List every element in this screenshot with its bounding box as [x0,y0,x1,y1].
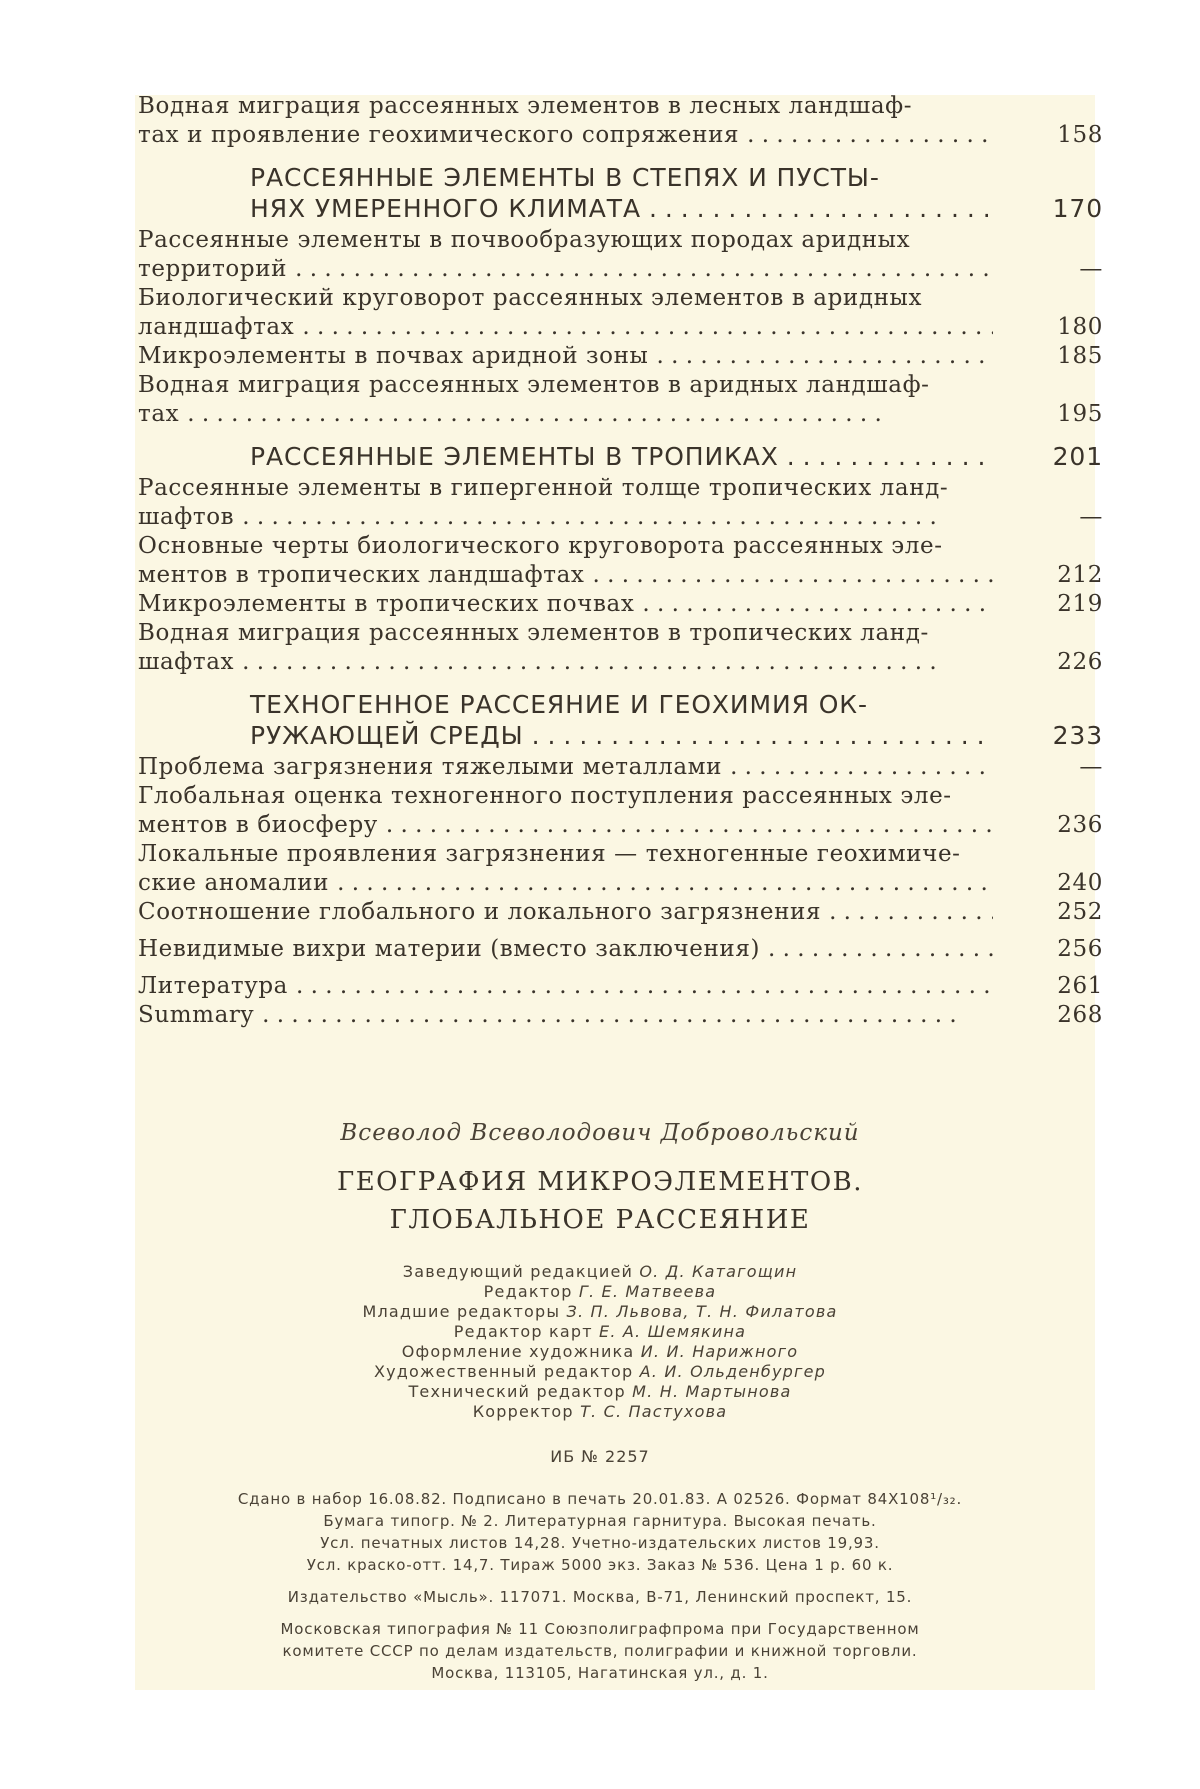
toc-chapter [138,689,1103,751]
toc-leader-dots [302,313,993,342]
toc-title-text: ландшафтах [138,314,295,340]
toc-page-number: 158 [1057,122,1103,148]
toc-title-line: Рассеянные элементы в почвообразующих породах аридных [138,227,911,253]
toc-page-number: 233 [1052,721,1103,750]
toc-title-last-line [138,503,993,532]
toc-entry-title [138,619,1103,677]
credit-name: О. Д. Катагощин [639,1262,798,1281]
toc-title-last-line [138,400,993,429]
toc-title-last-line [250,441,993,472]
credit-role: Художественный редактор [373,1362,634,1381]
toc-title-text: Литература [138,973,288,999]
toc-title-line: РАССЕЯННЫЕ ЭЛЕМЕНТЫ В СТЕПЯХ И ПУСТЫ- [250,163,880,192]
imprint-publisher [0,1586,1200,1608]
toc-entry [138,474,1103,532]
toc-title-text: ментов в тропических ландшафтах [138,562,585,588]
toc-entry-title [250,162,1103,224]
toc-title-text: ментов в биосферу [138,812,378,838]
credit-name: И. И. Нарижного [640,1342,799,1361]
toc-title-line: Водная миграция рассеянных элементов в аридных ландшаф- [138,372,930,398]
toc-page-number: 185 [1057,343,1103,369]
credit-line [0,1402,1200,1422]
author-name: Всеволод Всеволодович Добровольский [340,1120,860,1146]
toc-page-number: 252 [1057,899,1103,925]
toc-page-number: 261 [1057,973,1103,999]
toc-title-last-line [138,869,993,898]
toc-leader-dots [295,255,993,284]
toc-leader-dots [242,648,993,677]
book-title-line-2: ГЛОБАЛЬНОЕ РАССЕЯНИЕ [389,1205,811,1235]
toc-leader-dots [242,503,993,532]
toc-title-text: НЯХ УМЕРЕННОГО КЛИМАТА [250,194,641,223]
toc-page-number: 219 [1057,591,1103,617]
toc-entry-title [138,1001,1103,1030]
toc-leader-dots [296,972,993,1001]
toc-leader-dots [592,561,993,590]
toc-entry [138,782,1103,840]
toc-title-text: ские аномалии [138,870,330,896]
toc-title-last-line [250,193,993,224]
toc-leader-dots [262,1001,993,1030]
toc-title-text: Соотношение глобального и локального загрязнения [138,899,822,925]
credits-block [0,1262,1200,1422]
credit-line [0,1322,1200,1342]
credit-name: Т. С. Пастухова [580,1402,728,1421]
toc-leader-dots [730,753,993,782]
credit-name: М. Н. Мартынова [632,1382,792,1401]
toc-entry [138,972,1103,1001]
imprint-line: Бумага типогр. № 2. Литературная гарнитура. Высокая печать. [323,1512,877,1530]
toc-title-last-line [138,590,993,619]
toc-page-number: 226 [1057,649,1103,675]
toc-entry-title [138,532,1103,590]
toc-title-last-line [138,255,993,284]
toc-page-number: 240 [1057,870,1103,896]
toc-page-number: 170 [1052,194,1103,223]
toc-page-number: — [1079,504,1103,530]
toc-entry [138,284,1103,342]
credit-role: Оформление художника [401,1342,635,1361]
toc-gap [138,927,1103,935]
toc-entry-title [138,342,1103,371]
toc-entry-title [250,689,1103,751]
toc-entry-title [138,782,1103,840]
toc-title-text: шафтов [138,504,235,530]
imprint-line: комитете СССР по делам издательств, полиграфии и книжной торговли. [282,1642,918,1660]
credit-role: Технический редактор [408,1382,626,1401]
toc-title-last-line [138,561,993,590]
imprint-line: Сдано в набор 16.08.82. Подписано в печать 20.01.83. А 02526. Формат 84X108¹/₃₂. [237,1490,963,1508]
toc-leader-dots [187,400,993,429]
toc-page-number: 268 [1057,1002,1103,1028]
toc-entry [138,619,1103,677]
toc-entry-title [138,935,1103,964]
imprint-printer [0,1618,1200,1684]
toc-title-text: РУЖАЮЩЕЙ СРЕДЫ [250,721,524,750]
toc-title-line: Локальные проявления загрязнения — техногенные геохимиче- [138,841,961,867]
toc-title-text: Микроэлементы в тропических почвах [138,591,635,617]
toc-title-text: территорий [138,256,288,282]
toc-entry-title [138,92,1103,150]
toc-leader-dots [787,441,993,472]
toc-page-number: 236 [1057,812,1103,838]
toc-title-last-line [138,753,993,782]
toc-entry-title [138,284,1103,342]
credit-role: Младшие редакторы [362,1302,561,1321]
table-of-contents [138,92,1103,1030]
imprint-line: Усл. печатных листов 14,28. Учетно-издательских листов 19,93. [320,1534,880,1552]
credit-name: А. И. Ольденбургер [639,1362,827,1381]
toc-entry-title [138,753,1103,782]
toc-entry-title [138,474,1103,532]
toc-title-line: Биологический круговорот рассеянных элементов в аридных [138,285,923,311]
imprint-block [0,1488,1200,1694]
toc-entry [138,1001,1103,1030]
toc-entry [138,935,1103,964]
toc-page-number: 201 [1052,442,1103,471]
toc-title-last-line [138,313,993,342]
toc-title-last-line [138,898,993,927]
toc-title-line: Водная миграция рассеянных элементов в тропических ланд- [138,620,929,646]
toc-leader-dots [656,342,993,371]
toc-page-number: — [1079,256,1103,282]
credit-name: Е. А. Шемякина [599,1322,747,1341]
toc-title-text: РАССЕЯННЫЕ ЭЛЕМЕНТЫ В ТРОПИКАХ [250,442,779,471]
toc-entry-title [138,590,1103,619]
toc-leader-dots [337,869,993,898]
toc-entry-title [138,972,1103,1001]
toc-title-line: Водная миграция рассеянных элементов в лесных ландшаф- [138,93,913,119]
toc-title-last-line [138,1001,993,1030]
credit-role: Редактор [483,1282,573,1301]
toc-leader-dots [768,935,993,964]
toc-entry [138,753,1103,782]
toc-title-line: ТЕХНОГЕННОЕ РАССЕЯНИЕ И ГЕОХИМИЯ ОК- [250,690,868,719]
toc-page-number: 212 [1057,562,1103,588]
toc-leader-dots [747,121,993,150]
toc-title-text: Микроэлементы в почвах аридной зоны [138,343,649,369]
imprint-line: Московская типография № 11 Союзполиграфпрома при Государственном [280,1620,920,1638]
toc-title-text: шафтах [138,649,235,675]
toc-leader-dots [532,720,993,751]
toc-entry-title [250,441,1103,472]
toc-title-text: тах и проявление геохимического сопряжения [138,122,740,148]
imprint-line: Москва, 113105, Нагатинская ул., д. 1. [431,1664,769,1682]
toc-leader-dots [386,811,993,840]
credit-line [0,1302,1200,1322]
toc-title-text: Невидимые вихри материи (вместо заключения) [138,936,761,962]
toc-entry [138,371,1103,429]
toc-entry-title [138,840,1103,898]
toc-title-last-line [138,342,993,371]
toc-chapter [138,441,1103,472]
toc-page-number: 180 [1057,314,1103,340]
toc-entry [138,840,1103,898]
toc-entry [138,226,1103,284]
toc-title-line: Рассеянные элементы в гипергенной толще тропических ланд- [138,475,949,501]
toc-page-number: — [1079,754,1103,780]
toc-title-last-line [250,720,993,751]
credit-line [0,1382,1200,1402]
imprint-production [0,1488,1200,1576]
imprint-line: Издательство «Мысль». 117071. Москва, В-71, Ленинский проспект, 15. [287,1588,913,1606]
toc-page-number: 256 [1057,936,1103,962]
credit-name: Г. Е. Матвеева [578,1282,717,1301]
credit-line [0,1342,1200,1362]
toc-gap [138,964,1103,972]
toc-leader-dots [642,590,993,619]
toc-title-last-line [138,648,993,677]
toc-title-text: Summary [138,1002,255,1028]
credit-line [0,1262,1200,1282]
toc-entry-title [138,371,1103,429]
toc-page-number: 195 [1057,401,1103,427]
toc-entry [138,898,1103,927]
toc-title-last-line [138,121,993,150]
book-title [0,1163,1200,1239]
imprint-line: Усл. краско-отт. 14,7. Тираж 5000 экз. Заказ № 536. Цена 1 р. 60 к. [306,1556,894,1574]
toc-title-line: Основные черты биологического круговорота рассеянных эле- [138,533,943,559]
credit-role: Редактор карт [453,1322,593,1341]
toc-entry-title [138,898,1103,927]
toc-title-line: Глобальная оценка техногенного поступления рассеянных эле- [138,783,952,809]
toc-title-last-line [138,811,993,840]
credit-line [0,1362,1200,1382]
credit-role: Корректор [472,1402,574,1421]
ib-number: ИБ № 2257 [550,1447,650,1466]
toc-entry [138,590,1103,619]
toc-entry [138,342,1103,371]
toc-title-text: тах [138,401,180,427]
credit-line [0,1282,1200,1302]
credit-role: Заведующий редакцией [402,1262,634,1281]
toc-leader-dots [649,193,993,224]
toc-chapter [138,162,1103,224]
credit-name: З. П. Львова, Т. Н. Филатова [566,1302,838,1321]
book-title-line-1: ГЕОГРАФИЯ МИКРОЭЛЕМЕНТОВ. [336,1167,864,1197]
toc-entry [138,92,1103,150]
toc-title-last-line [138,935,993,964]
toc-title-text: Проблема загрязнения тяжелыми металлами [138,754,723,780]
toc-leader-dots [829,898,993,927]
toc-title-last-line [138,972,993,1001]
toc-entry [138,532,1103,590]
toc-entry-title [138,226,1103,284]
